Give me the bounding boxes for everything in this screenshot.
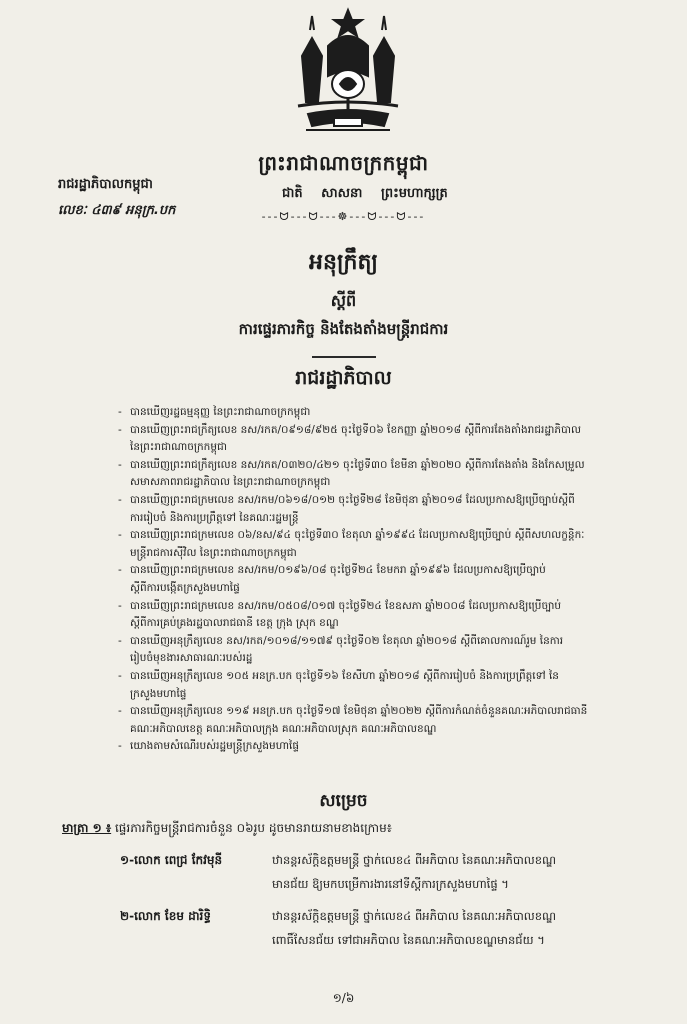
reference-item-continued: ក្រសួងមហាផ្ទៃ (130, 687, 187, 700)
reference-item-continued: នៃព្រះរាជាណាចក្រកម្ពុជា (130, 441, 228, 454)
about-label: ស្តីពី (330, 291, 357, 310)
article-label: មាត្រា ១ ៖ (62, 821, 112, 835)
reference-item: - បានឃើញព្រះរាជក្រឹត្យលេខ នស/រកត/០៩១៨/៩២៥ ចុះថ្ងៃទី០៦ ខែកញ្ញា ឆ្នាំ២០១៨ ស្តីពីការតែងតាំងរាជរដ្ឋាភិបាល (118, 422, 652, 440)
reference-item: - បានឃើញព្រះរាជក្រមលេខ នស/រកម/០៦១៨/០១២ ចុះថ្ងៃទី២៨ ខែមិថុនា ឆ្នាំ២០១៨ ដែលប្រកាសឱ្យប្រើច្បាប់ស្តីពី (118, 492, 652, 510)
title-divider (312, 356, 376, 358)
page-number: ១/៦ (332, 991, 355, 1005)
reference-item-continued: សមាសភាពរាជរដ្ឋាភិបាល នៃព្រះរាជាណាចក្រកម្ពុជា (130, 476, 331, 489)
reference-item: - បានឃើញរដ្ឋធម្មនុញ្ញ នៃព្រះរាជាណាចក្រកម្ពុជា (118, 404, 652, 422)
reference-item: - បានឃើញអនុក្រឹត្យលេខ ១០៥ អនក្រ.បក ចុះថ្ងៃទី១៦ ខែសីហា ឆ្នាំ២០១៨ ស្តីពីការរៀបចំ និងការប្រព្រឹត្តទៅ នៃ (118, 668, 652, 686)
reference-item: - យោងតាមសំណើរបស់រដ្ឋមន្ត្រីក្រសួងមហាផ្ទៃ (118, 738, 652, 756)
person-name: ១-លោក ពេជ្រ កែវមុនី (120, 853, 223, 867)
reference-item-continued: រៀបចំមុខងារសាធារណៈរបស់រដ្ឋ (130, 652, 253, 665)
reference-item: - បានឃើញព្រះរាជក្រមលេខ ០៦/នស/៩៤ ចុះថ្ងៃទី៣០ ខែតុលា ឆ្នាំ១៩៩៤ ដែលប្រកាសឱ្យប្រើច្បាប់ ស្តីពីសហលក្ខន្តិកៈ (118, 527, 652, 545)
reference-item: - បានឃើញព្រះរាជក្រមលេខ នស/រកម/០៥០៨/០១៧ ចុះថ្ងៃទី២៤ ខែឧសភា ឆ្នាំ២០០៨ ដែលប្រកាសឱ្យប្រើច្បាប់ (118, 598, 652, 616)
document-type: អនុក្រឹត្យ (309, 250, 378, 275)
reference-item-continued: ស្តីពីការគ្រប់គ្រងរដ្ឋបាលរាជធានី ខេត្ត ក្រុង ស្រុក ខណ្ឌ (130, 617, 339, 630)
reference-item-continued: ការរៀបចំ និងការប្រព្រឹត្តទៅ នៃគណៈរដ្ឋមន្ត្រី (130, 511, 299, 524)
reference-item: - បានឃើញអនុក្រឹត្យលេខ នស/រកត/១០១៨/១១៧៩ ចុះថ្ងៃទី០២ ខែតុលា ឆ្នាំ២០១៨ ស្តីពីគោលការណ៍រួម នៃការ (118, 633, 652, 651)
government-label: រាជរដ្ឋាភិបាលកម្ពុជា (58, 177, 153, 192)
issuer-heading: រាជរដ្ឋាភិបាល (295, 367, 392, 389)
kingdom-name: ព្រះរាជាណាចក្រកម្ពុជា (258, 151, 429, 175)
reference-number: លេខៈ ៤៣៩ អនុក្រ.បក (58, 203, 176, 218)
ornament-divider: ---ᗢ---ᗢ---☸---ᗢ---ᗢ--- (261, 210, 426, 223)
reference-item-continued: មន្ត្រីរាជការស៊ីវិល នៃព្រះរាជាណាចក្រកម្ពុជា (130, 546, 297, 559)
person-name: ២-លោក ខែម ដារិទ្ធិ (120, 909, 211, 923)
reference-item: - បានឃើញព្រះរាជក្រឹត្យលេខ នស/រកត/០៣២០/៤២១ ចុះថ្ងៃទី៣០ ខែមីនា ឆ្នាំ២០២០ ស្តីពីការតែងតាំង និងកែសម្រួល (118, 457, 652, 475)
national-motto: ជាតិ សាសនា ព្រះមហាក្សត្រ (282, 186, 448, 201)
legal-references (118, 404, 652, 756)
royal-coat-of-arms-icon (288, 6, 408, 138)
article-1 (62, 820, 392, 838)
document-subject: ការផ្ទេរភារកិច្ច និងតែងតាំងមន្ត្រីរាជការ (238, 320, 449, 338)
person-description: ឋានន្តរស័ក្តិឧត្តមមន្ត្រី ថ្នាក់លេខ៤ ពីអភិបាល នៃគណៈអភិបាលខណ្ឌ មានជ័យ ឱ្យមកបម្រើការងារនៅទីស្តីការក្រសួងមហាផ្ទៃ ។ (272, 853, 557, 891)
reference-item: - បានឃើញព្រះរាជក្រមលេខ នស/រកម/០១៩៦/០៨ ចុះថ្ងៃទី២៤ ខែមករា ឆ្នាំ១៩៩៦ ដែលប្រកាសឱ្យប្រើច្បាប់ (118, 562, 652, 580)
person-description: ឋានន្តរស័ក្តិឧត្តមមន្ត្រី ថ្នាក់លេខ៤ ពីអភិបាល នៃគណៈអភិបាលខណ្ឌ ពោធិ៍សែនជ័យ ទៅជាអភិបាល នៃគណៈអភិបាលខណ្ឌមានជ័យ ។ (272, 909, 557, 947)
reference-item: - បានឃើញអនុក្រឹត្យលេខ ១១៩ អនក្រ.បក ចុះថ្ងៃទី១៧ ខែមិថុនា ឆ្នាំ២០២២ ស្តីពីការកំណត់ចំនួនគណៈអភិបាលរាជធានី (118, 703, 652, 721)
article-text: ផ្ទេរភារកិច្ចមន្ត្រីរាជការចំនួន ០៦រូប ដូចមានរាយនាមខាងក្រោម៖ (114, 821, 392, 835)
reference-item-continued: ស្តីពីការបង្កើតក្រសួងមហាផ្ទៃ (130, 581, 240, 594)
decision-heading: សម្រេច (319, 791, 368, 811)
reference-item-continued: គណៈអភិបាលខេត្ត គណៈអភិបាលក្រុង គណៈអភិបាលស្រុក គណៈអភិបាលខណ្ឌ (130, 722, 437, 735)
